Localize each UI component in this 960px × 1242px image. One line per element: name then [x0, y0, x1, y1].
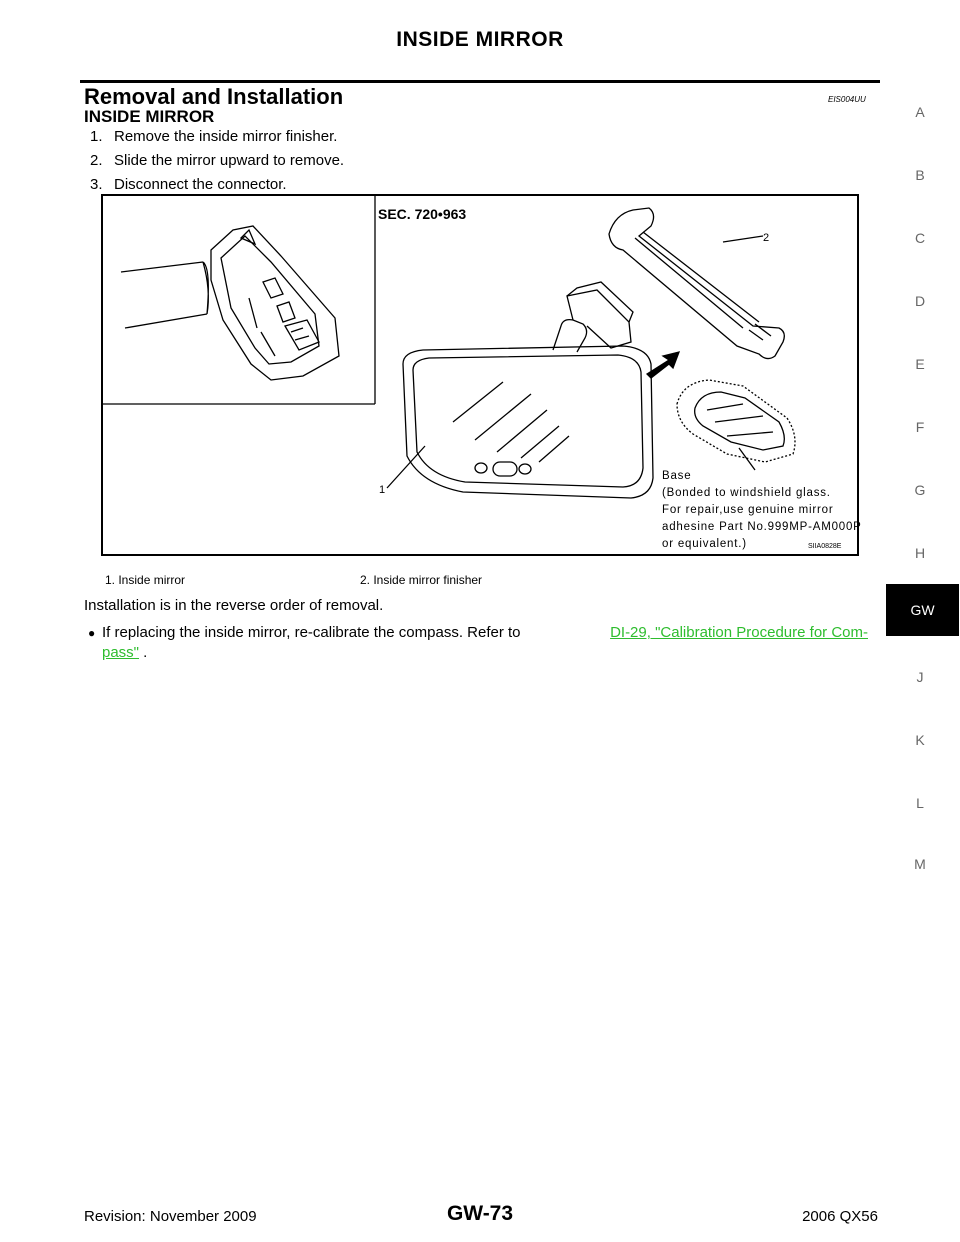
mirror-button [475, 463, 487, 473]
mirror-illustration [101, 194, 862, 556]
index-tab-b[interactable]: B [915, 167, 925, 183]
section-reference: SEC. 720•963 [378, 206, 467, 222]
index-tab-c[interactable]: C [914, 230, 926, 246]
base-label: Base (Bonded to windshield glass. For repair,use genuine mirror adhesine Part No.999MP-AM000P or equivalent.) [662, 470, 862, 550]
installation-text: Installation is in the reverse order of removal. [84, 597, 384, 614]
index-tab-l[interactable]: L [916, 795, 924, 811]
mirror-glass [413, 355, 643, 487]
header-rule [80, 80, 880, 83]
index-tab-h[interactable]: H [914, 545, 926, 561]
index-tab-e[interactable]: E [915, 356, 925, 372]
harness-lines [121, 262, 207, 328]
legend-item-1: 1. Inside mirror [105, 573, 186, 587]
callout-1: 1 [379, 484, 386, 496]
leader-line-base [739, 448, 755, 470]
leader-line-1 [387, 446, 425, 488]
adhesive-base [695, 392, 785, 450]
step-1: 1. Remove the inside mirror finisher. [90, 128, 338, 145]
index-tab-a[interactable]: A [915, 104, 925, 120]
mirror-button [493, 462, 517, 476]
index-tab-f[interactable]: F [915, 419, 925, 435]
footer-model: 2006 QX56 [802, 1208, 878, 1225]
bullet-text-end: . [139, 644, 148, 661]
procedure-steps [90, 128, 344, 200]
mirror-button [519, 464, 531, 474]
index-tab-g[interactable]: G [914, 482, 926, 498]
bullet-text: If replacing the inside mirror, re-calibrate the compass. Refer to [102, 624, 521, 641]
calibration-link[interactable]: DI-29, "Calibration Procedure for Com- [610, 624, 868, 641]
footer-revision: Revision: November 2009 [84, 1208, 257, 1225]
index-tab-k[interactable]: K [915, 732, 925, 748]
section-title: Removal and Installation [84, 84, 344, 109]
leader-line-2 [723, 236, 763, 242]
legend-item-2: 2. Inside mirror finisher [360, 573, 483, 587]
figure-code: SIIA0828E [808, 543, 842, 550]
footer-page-number: GW-73 [446, 1202, 514, 1225]
index-tab-j[interactable]: J [916, 669, 924, 685]
mirror-mount [567, 290, 631, 348]
reflection-lines [453, 382, 569, 462]
index-tab-d[interactable]: D [914, 293, 926, 309]
step-2: 2. Slide the mirror upward to remove. [90, 152, 345, 169]
sub-title: INSIDE MIRROR [84, 107, 215, 126]
step-3: 3. Disconnect the connector. [90, 176, 287, 193]
calibration-link-continued[interactable]: pass" [102, 644, 140, 661]
index-tab-gw-active[interactable]: GW [886, 584, 959, 636]
bullet-icon: ● [88, 626, 96, 640]
index-tab-m[interactable]: M [914, 856, 926, 872]
arrow-icon [647, 352, 679, 378]
callout-2: 2 [763, 232, 770, 244]
section-code: EIS004UU [828, 95, 866, 104]
page-header-title: INSIDE MIRROR [396, 28, 564, 51]
